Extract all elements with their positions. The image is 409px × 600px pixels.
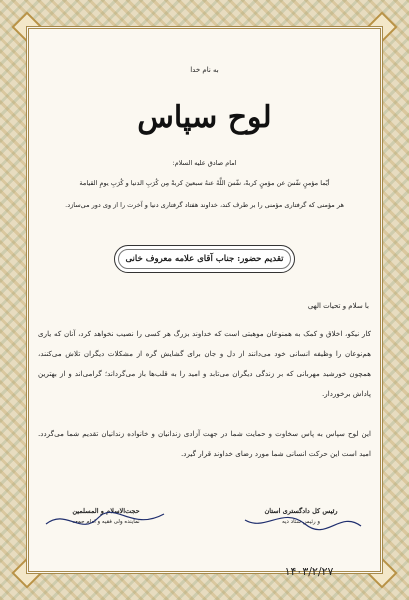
signature-scribble [36, 506, 176, 536]
signature-date: ۱۴۰۳/۲/۲۷ [284, 565, 334, 578]
certificate-content [36, 36, 373, 578]
persian-translation: هر مؤمنی که گرفتاری مؤمنی را بر طرف کند، خداوند هفتاد گرفتاری دنیا و آخرت را از وی دور می‌سازد. [65, 201, 344, 209]
recipient-plaque [114, 245, 295, 273]
signature-left-line1: حجت‌الاسلام و المسلمین [72, 507, 140, 515]
arabic-hadith: أيّما مؤمنٍ نفّسَ عن مؤمنٍ كربةً، نفّسَ اللَّهُ عنهُ سبعينَ كربةً مِن كُرَبِ الدنيا و كُرَبِ يومِ القيامة [79, 179, 330, 187]
recipient-name: تقدیم حضور: جناب آقای علامه معروف خانی [125, 254, 284, 264]
body-paragraph-2: این لوح سپاس به پاس سخاوت و حمایت شما در جهت آزادی زندانیان و خانواده زندانیان تقدیم شما می‌گردد. امید است این حرکت انسانی شما مورد رضای خداوند قرار گیرد. [38, 429, 371, 458]
signature-right-line1: رئیس کل دادگستری استان [264, 507, 338, 515]
bismillah-heading: به نام خدا [190, 66, 219, 74]
certificate-title: لوح سپاس [137, 100, 272, 135]
body-paragraph-1: کار نیکو، اخلاق و کمک به همنوعان موهبتی است که خداوند بزرگ هر کسی را نصیب نخواهد کرد، آنان که یاری هم‌نوعان را وظیفه انسانی خود می‌دانند از دل و جان برای گشایش گره از مشکلات دیگران تلاش می‌کنند، همچون خورشید مهربانی که بر زندگی دیگران می‌تابد و امید را به قلب‌ها باز می‌گرداند؛ گرامی‌اند و از بهترین پاداش برخوردار. [38, 329, 371, 398]
signature-left-line2: نماینده ولی فقیه و امام جمعه [72, 519, 140, 525]
signature-right-line2: و رئیس ستاد دیه [281, 519, 321, 525]
quote-attribution: امام صادق علیه السلام: [172, 159, 237, 167]
signature-block-left [36, 506, 176, 528]
greeting: با سلام و تحیات الهی [307, 302, 369, 310]
signature-scribble [231, 506, 371, 536]
signature-block-right [231, 506, 371, 528]
